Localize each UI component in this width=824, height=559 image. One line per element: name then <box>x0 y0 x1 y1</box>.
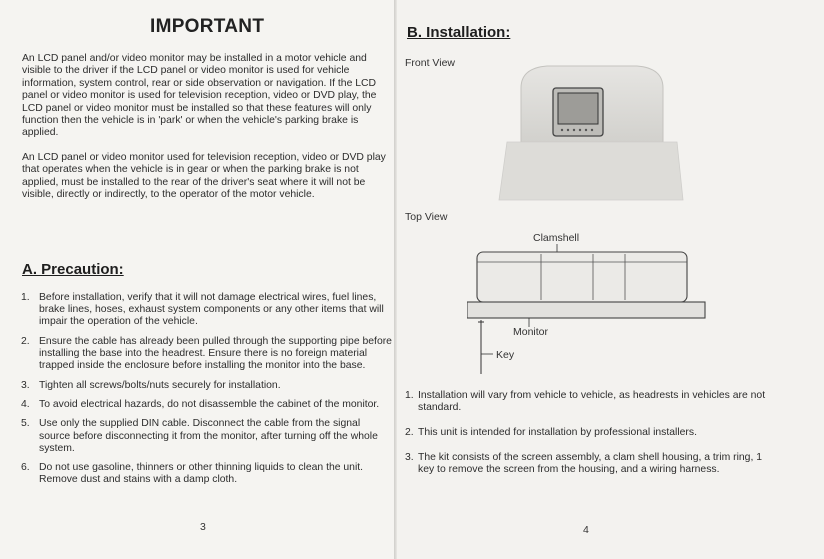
item-text: Before installation, verify that it will not damage electrical wires, fuel lines, brake lines, hoses, exhaust system components or any other items that will impair the operation of the vehicle. <box>39 292 384 328</box>
left-page <box>0 0 396 559</box>
precaution-list <box>20 292 392 494</box>
item-number: 1. <box>405 390 414 401</box>
installation-list <box>405 390 775 489</box>
item-number: 2. <box>405 426 414 438</box>
item-number: 4. <box>21 398 30 410</box>
front-view-diagram <box>487 60 687 205</box>
item-text: Installation will vary from vehicle to vehicle, as headrests in vehicles are not standard. <box>418 390 766 414</box>
item-text: Use only the supplied DIN cable. Disconnect the cable from the signal source before disconnecting it from the monitor, after turning off the whole system. <box>39 418 378 454</box>
item-text: Do not use gasoline, thinners or other thinning liquids to clean the unit. Remove dust and stains with a damp cloth. <box>39 462 364 486</box>
page-number: 3 <box>200 521 206 533</box>
precaution-item <box>20 462 392 486</box>
precaution-item <box>20 380 392 392</box>
item-text: Tighten all screws/bolts/nuts securely for installation. <box>39 379 281 391</box>
installation-item <box>405 452 775 476</box>
item-number: 3. <box>21 379 30 391</box>
important-paragraph-1: An LCD panel and/or video monitor may be installed in a motor vehicle and visible to the driver if the LCD panel or video monitor is used for vehicle information, system control, rear or side observation or navigation. If the LCD panel or video monitor is used for television reception, video or DVD play, the LCD panel or video monitor must be installed so that these features will only function then the vehicle is in 'park' or when the vehicle's parking brake is applied. <box>22 53 377 139</box>
precaution-item <box>20 418 392 455</box>
installation-heading: B. Installation: <box>407 24 511 41</box>
key-label: Key <box>496 349 515 361</box>
item-number: 3. <box>405 451 414 463</box>
installation-item <box>405 390 775 414</box>
item-text: Ensure the cable has already been pulled through the supporting pipe before installing the base into the headrest. Ensure there is no foreign material trapped inside the enclosure before installing the monitor into the base. <box>39 335 392 372</box>
item-number: 6. <box>21 462 30 474</box>
page-number: 4 <box>583 524 589 536</box>
precaution-item <box>20 292 392 329</box>
trim-ring <box>467 302 705 318</box>
item-number: 1. <box>21 292 30 303</box>
item-number: 5. <box>21 418 30 430</box>
right-page <box>397 0 824 559</box>
important-paragraph-2: An LCD panel or video monitor used for television reception, video or DVD play that operates when the vehicle is in gear or when the parking brake is not applied, must be installed to the rear of the driver's seat where it will not be visible, directly or indirectly, to the operator of the motor vehicle. <box>22 152 386 201</box>
monitor-screen <box>558 93 598 124</box>
item-text: To avoid electrical hazards, do not disassemble the cabinet of the monitor. <box>39 398 380 410</box>
top-view-label: Top View <box>405 211 448 223</box>
item-text: This unit is intended for installation by professional installers. <box>418 426 697 438</box>
seat-back-shape <box>499 142 683 200</box>
precaution-heading: A. Precaution: <box>22 261 124 278</box>
installation-item <box>405 427 775 439</box>
item-number: 2. <box>21 335 30 347</box>
clamshell-housing <box>477 252 687 302</box>
clamshell-label: Clamshell <box>533 232 580 244</box>
front-view-label: Front View <box>405 57 455 69</box>
top-view-diagram <box>467 228 727 378</box>
important-title: IMPORTANT <box>150 16 265 37</box>
precaution-item <box>20 336 392 373</box>
precaution-item <box>20 399 392 411</box>
monitor-label: Monitor <box>513 326 549 338</box>
item-text: The kit consists of the screen assembly, a clam shell housing, a trim ring, 1 key to remove the screen from the housing, and a wiring harness. <box>418 451 762 475</box>
